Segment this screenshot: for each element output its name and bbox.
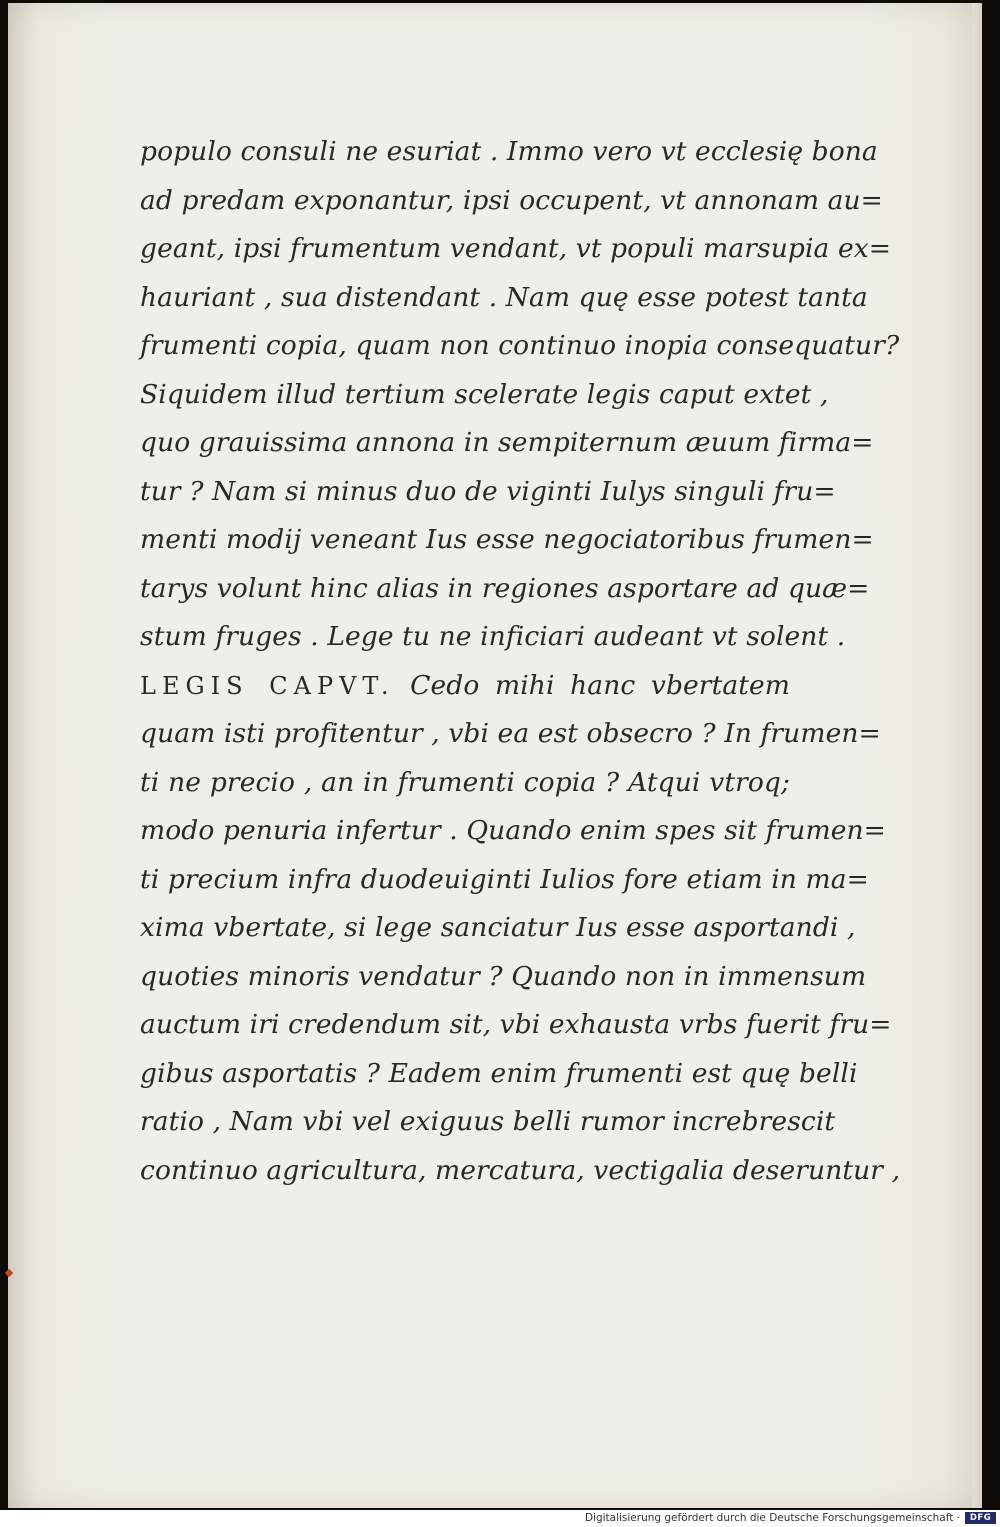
- text-line-15: modo penuria infertur . Quando enim spes sit frumen=: [140, 815, 886, 846]
- text-line-5: frumenti copia, quam non continuo inopia consequatur?: [140, 330, 900, 361]
- dfg-logo: DFG: [965, 1512, 996, 1524]
- text-line-7: quo grauissima annona in sempiternum æuum firma=: [140, 427, 874, 458]
- text-line-16: ti precium infra duodeuiginti Iulios fore etiam in ma=: [140, 863, 869, 895]
- text-line-21: ratio , Nam vbi vel exiguus belli rumor increbrescit: [140, 1106, 836, 1137]
- text-line-20: gibus asportatis ? Eadem enim frumenti est quę belli: [140, 1057, 858, 1089]
- text-line-8: tur ? Nam si minus duo de viginti Iulys singuli fru=: [140, 475, 836, 507]
- text-line-14: ti ne precio , an in frumenti copia ? Atqui vtroq;: [140, 766, 790, 798]
- text-line-2: ad predam exponantur, ipsi occupent, vt annonam au=: [140, 184, 883, 216]
- text-line-9: menti modij veneant Ius esse negociatoribus frumen=: [140, 524, 874, 555]
- text-line-22: continuo agricultura, mercatura, vectigalia deseruntur ,: [140, 1154, 901, 1186]
- section-heading: LEGIS CAPVT.: [140, 671, 395, 700]
- text-line-11: stum fruges . Lege tu ne inficiari audeant vt solent .: [140, 621, 846, 652]
- text-line-13: quam isti profitentur , vbi ea est obsecro ? In frumen=: [140, 718, 881, 749]
- text-line-19: auctum iri credendum sit, vbi exhausta vrbs fuerit fru=: [140, 1009, 892, 1040]
- text-line-12-legis-caput: [140, 662, 790, 711]
- text-line-10: tarys volunt hinc alias in regiones asportare ad quæ=: [140, 572, 870, 604]
- text-block: [140, 128, 901, 1195]
- text-line-6: Siquidem illud tertium scelerate legis caput extet ,: [140, 378, 829, 410]
- digitization-credit: Digitalisierung gefördert durch die Deutsche Forschungsgemeinschaft ·: [584, 1512, 960, 1524]
- page-edge: [972, 3, 982, 1508]
- text-line-3: geant, ipsi frumentum vendant, vt populi marsupia ex=: [140, 233, 892, 264]
- text-line-1: populo consuli ne esuriat . Immo vero vt ecclesię bona: [140, 136, 878, 167]
- text-line-18: quoties minoris vendatur ? Quando non in immensum: [140, 960, 867, 992]
- text-line-17: xima vbertate, si lege sanciatur Ius esse asportandi ,: [140, 912, 856, 943]
- text-line-4: hauriant , sua distendant . Nam quę esse potest tanta: [140, 281, 868, 313]
- text-line-12-rest: Cedo mihi hanc vbertatem: [410, 669, 790, 701]
